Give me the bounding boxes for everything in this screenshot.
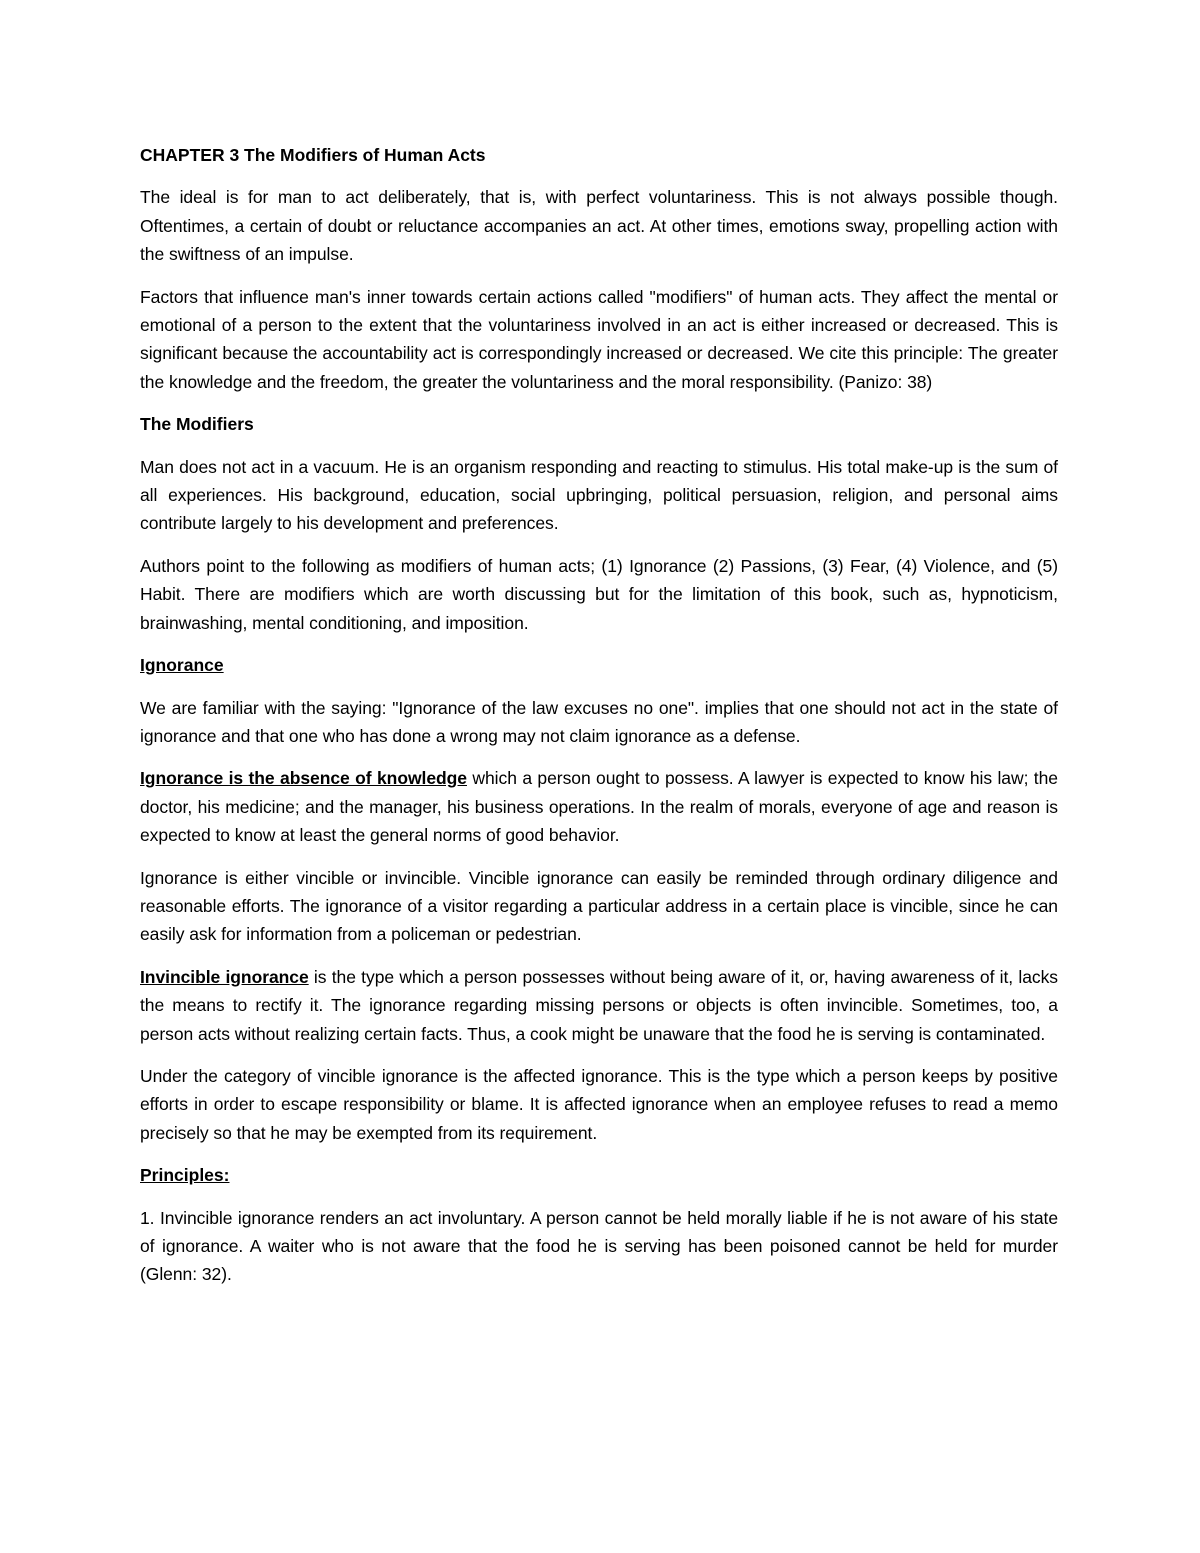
- modifiers-heading: The Modifiers: [140, 414, 254, 435]
- ignorance-paragraph-3: Ignorance is either vincible or invincible. Vincible ignorance can easily be reminded through ordinary diligence and reasonable efforts. The ignorance of a visitor regarding a particular address in a certain place is vincible, since he can easily ask for information from a policeman or pedestrian.: [140, 867, 1058, 945]
- ignorance-paragraph-1: We are familiar with the saying: "Ignorance of the law excuses no one". implies that one should not act in the state of ignorance and that one who has done a wrong may not claim ignorance as a defense.: [140, 697, 1058, 746]
- ignorance-heading: Ignorance: [140, 655, 224, 676]
- ignorance-paragraph-2: [140, 764, 1058, 849]
- intro-paragraph-1: The ideal is for man to act deliberately, that is, with perfect voluntariness. This is not always possible though. Oftentimes, a certain of doubt or reluctance accompanies an act. At other times, emotions sway, propelling action with the swiftness of an impulse.: [140, 187, 1058, 265]
- ignorance-paragraph-4: [140, 963, 1058, 1048]
- invincible-ignorance-lead: Invincible ignorance: [140, 966, 309, 987]
- principles-paragraph-1: 1. Invincible ignorance renders an act involuntary. A person cannot be held morally liable if he is not aware of his state of ignorance. A waiter who is not aware that the food he is serving has been poisoned cannot be held for murder (Glenn: 32).: [140, 1207, 1058, 1285]
- ignorance-paragraph-5: Under the category of vincible ignorance is the affected ignorance. This is the type which a person keeps by positive efforts in order to escape responsibility or blame. It is affected ignorance when an employee refuses to read a memo precisely so that he may be exempted from its requirement.: [140, 1065, 1058, 1143]
- principles-heading: Principles:: [140, 1165, 230, 1186]
- document-page: [140, 141, 1058, 1303]
- ignorance-definition-text: which a person ought to possess. A lawyer is expected to know his law; the doctor, his medicine; and the manager, his business operations. In the realm of morals, everyone of age and reason is expected to know at least the general norms of good behavior.: [140, 768, 1058, 846]
- modifiers-paragraph-2: Authors point to the following as modifiers of human acts; (1) Ignorance (2) Passions, (3) Fear, (4) Violence, and (5) Habit. There are modifiers which are worth discussing but for the limitation of this book, such as, hypnoticism, brainwashing, mental conditioning, and imposition.: [140, 555, 1058, 633]
- modifiers-paragraph-1: Man does not act in a vacuum. He is an organism responding and reacting to stimulus. His total make-up is the sum of all experiences. His background, education, social upbringing, political persuasion, religion, and personal aims contribute largely to his development and preferences.: [140, 456, 1058, 534]
- chapter-title: CHAPTER 3 The Modifiers of Human Acts: [140, 145, 486, 165]
- intro-paragraph-2: Factors that influence man's inner towards certain actions called "modifiers" of human acts. They affect the mental or emotional of a person to the extent that the voluntariness involved in an act is either increased or decreased. This is significant because the accountability act is correspondingly increased or decreased. We cite this principle: The greater the knowledge and the freedom, the greater the voluntariness and the moral responsibility. (Panizo: 38): [140, 286, 1058, 392]
- invincible-ignorance-text: is the type which a person possesses without being aware of it, or, having awareness of it, lacks the means to rectify it. The ignorance regarding missing persons or objects is often invincible. Sometimes, too, a person acts without realizing certain facts. Thus, a cook might be unaware that the food he is serving is contaminated.: [140, 966, 1058, 1044]
- ignorance-definition-lead: Ignorance is the absence of knowledge: [140, 768, 467, 789]
